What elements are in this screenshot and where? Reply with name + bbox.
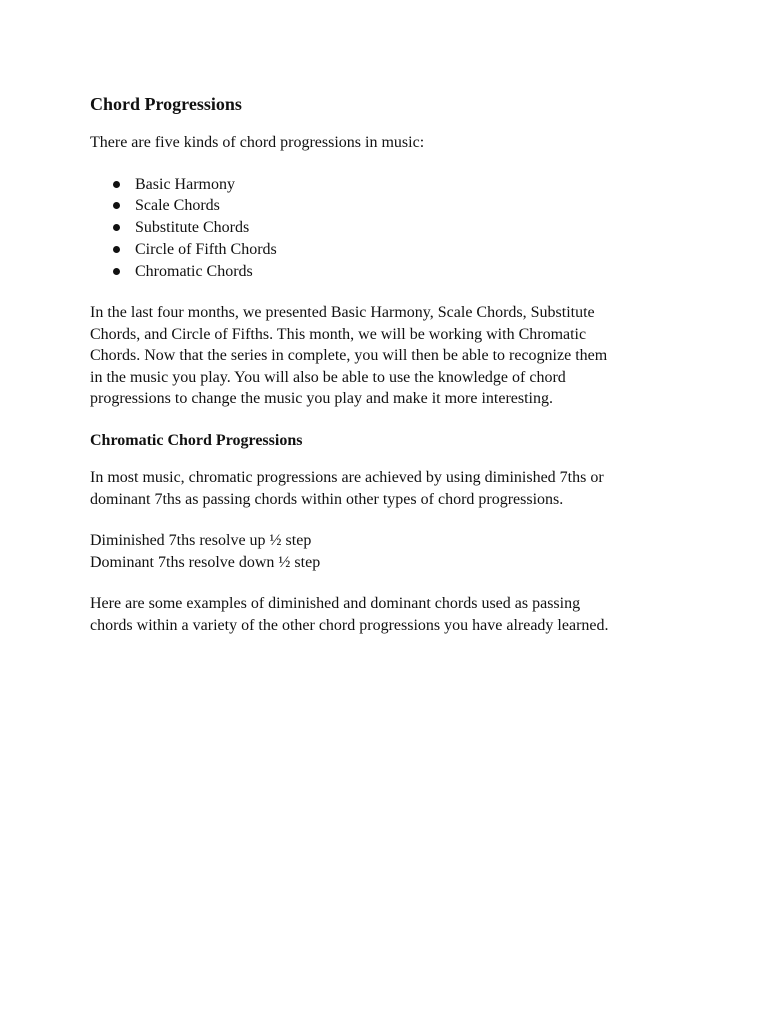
chord-kinds-list [90,174,690,283]
document-page [90,92,690,656]
bullet-icon [113,268,120,275]
list-item-label: Scale Chords [135,197,220,215]
text-line: Chords, and Circle of Fifths. This month, we will be working with Chromatic [90,325,587,343]
text-line: In the last four months, we presented Basic Harmony, Scale Chords, Substitute [90,304,595,322]
bullet-icon [113,246,120,253]
text-line: In most music, chromatic progressions are achieved by using diminished 7ths or [90,469,604,487]
list-item [90,195,690,217]
text-line: dominant 7ths as passing chords within other types of chord progressions. [90,490,564,508]
list-item [90,217,690,239]
bullet-icon [113,202,120,209]
list-item-label: Basic Harmony [135,175,235,193]
text-line: progressions to change the music you play and make it more interesting. [90,390,553,408]
text-line: Dominant 7ths resolve down ½ step [90,553,321,571]
list-item [90,239,690,261]
bullet-icon [113,181,120,188]
series-paragraph [90,302,690,410]
chromatic-paragraph [90,467,690,510]
section-heading: Chromatic Chord Progressions [90,431,303,449]
intro-text: There are five kinds of chord progressions in music: [90,134,425,151]
text-line: Diminished 7ths resolve up ½ step [90,532,312,550]
list-item [90,174,690,196]
examples-paragraph [90,593,690,636]
list-item-label: Chromatic Chords [135,262,253,280]
bullet-icon [113,224,120,231]
text-line: in the music you play. You will also be able to use the knowledge of chord [90,368,566,386]
resolve-lines [90,530,690,573]
page-title: Chord Progressions [90,94,242,114]
text-line: chords within a variety of the other chord progressions you have already learned. [90,616,609,634]
text-line: Here are some examples of diminished and dominant chords used as passing [90,595,581,613]
list-item-label: Substitute Chords [135,219,250,237]
list-item [90,261,690,283]
list-item-label: Circle of Fifth Chords [135,240,277,258]
text-line: Chords. Now that the series in complete, you will then be able to recognize them [90,347,608,365]
